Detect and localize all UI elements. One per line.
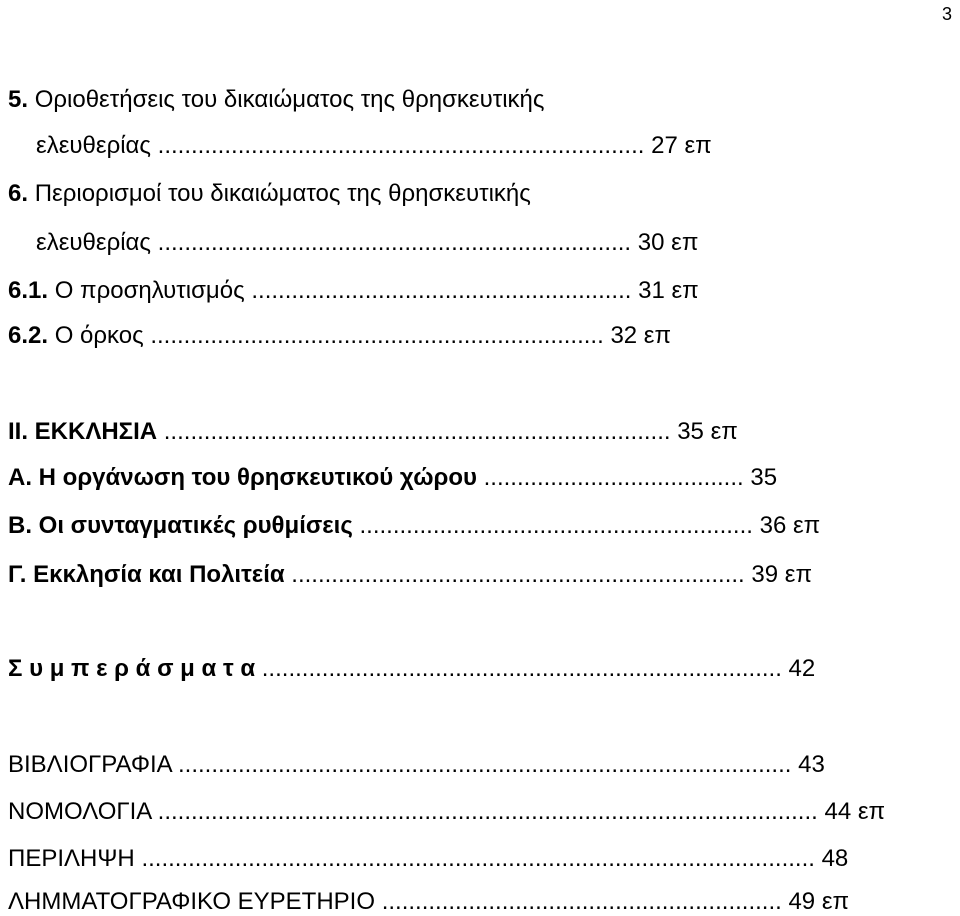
toc-entry-title: II. ΕΚΚΛΗΣΙΑ: [8, 418, 158, 445]
toc-page-ref: 27 επ: [651, 132, 712, 159]
toc-page-ref: 43: [798, 751, 825, 778]
toc-entry-5-continuation: [36, 132, 712, 160]
toc-entry-title: Περιορισμοί του δικαιώματος της θρησκευτικής: [34, 180, 531, 207]
toc-entry-summary: [8, 845, 848, 873]
toc-page-ref: 31 επ: [638, 277, 699, 304]
toc-leader-dots: ............................................................: [381, 888, 782, 915]
toc-entry-title: Γ. Εκκλησία και Πολιτεία: [8, 561, 285, 588]
toc-page-ref: 30 επ: [637, 229, 699, 256]
toc-entry-5-title: [8, 86, 544, 114]
toc-entry-conclusions: [8, 655, 815, 683]
toc-leader-dots: ....................................................................: [291, 561, 745, 588]
toc-leader-dots: .......................................: [483, 464, 744, 491]
toc-entry-title: Α. Η οργάνωση του θρησκευτικού χώρου: [8, 464, 477, 491]
toc-page-ref: 49 επ: [788, 888, 850, 915]
toc-entry-case-law: [8, 798, 885, 826]
toc-entry-number: 6.1.: [8, 277, 49, 304]
toc-page-ref: 36 επ: [759, 512, 821, 539]
toc-page-ref: 44 επ: [824, 798, 886, 825]
toc-leader-dots: .........................................................................: [157, 132, 645, 159]
toc-entry-title: Ο προσηλυτισμός: [54, 277, 245, 304]
toc-entry-b: [8, 512, 820, 540]
toc-page-ref: 32 επ: [610, 322, 672, 349]
toc-entry-6-title: [8, 180, 531, 208]
toc-page-ref: 39 επ: [751, 561, 813, 588]
toc-page-ref: 35 επ: [677, 418, 738, 445]
toc-entry-bibliography: [8, 751, 825, 779]
toc-entry-6-1: [8, 277, 699, 305]
toc-entry-number: 6.2.: [8, 322, 49, 349]
toc-leader-dots: ............................................................................: [163, 418, 671, 445]
toc-entry-title-cont: ελευθερίας: [36, 229, 151, 256]
toc-entry-number: 5.: [8, 86, 29, 113]
toc-entry-section-ii: [8, 418, 738, 446]
toc-entry-title: ΒΙΒΛΙΟΓΡΑΦΙΑ: [8, 751, 172, 778]
toc-entry-g: [8, 561, 812, 589]
toc-entry-title: ΛΗΜΜΑΤΟΓΡΑΦΙΚΟ ΕΥΡΕΤΗΡΙΟ: [8, 888, 376, 915]
toc-entry-number: 6.: [8, 180, 29, 207]
toc-leader-dots: ..............................................................................: [261, 655, 782, 682]
toc-leader-dots: .........................................................: [251, 277, 632, 304]
toc-entry-title-cont: ελευθερίας: [36, 132, 151, 159]
toc-entry-6-continuation: [36, 229, 698, 257]
toc-page-ref: 42: [788, 655, 816, 682]
toc-leader-dots: ....................................................................: [150, 322, 604, 349]
toc-entry-index: [8, 888, 849, 916]
toc-leader-dots: .....................................................................................................: [141, 845, 815, 872]
toc-leader-dots: ...........................................................: [359, 512, 753, 539]
toc-entry-title: Οριοθετήσεις του δικαιώματος της θρησκευτικής: [34, 86, 545, 113]
toc-entry-6-2: [8, 322, 671, 350]
toc-entry-title: Ο όρκος: [54, 322, 144, 349]
toc-entry-title: ΝΟΜΟΛΟΓΙΑ: [8, 798, 151, 825]
toc-leader-dots: .......................................................................: [157, 229, 632, 256]
toc-entry-title: ΠΕΡΙΛΗΨΗ: [8, 845, 135, 872]
page-number: 3: [941, 4, 952, 24]
toc-leader-dots: ............................................................................................: [177, 751, 792, 778]
toc-entry-title: Σ υ μ π ε ρ ά σ μ α τ α: [8, 655, 256, 682]
toc-entry-title: Β. Οι συνταγματικές ρυθμίσεις: [8, 512, 353, 539]
toc-entry-a: [8, 464, 777, 492]
toc-page-ref: 35: [750, 464, 778, 491]
toc-leader-dots: ...................................................................................................: [157, 798, 818, 825]
toc-page-ref: 48: [821, 845, 849, 872]
